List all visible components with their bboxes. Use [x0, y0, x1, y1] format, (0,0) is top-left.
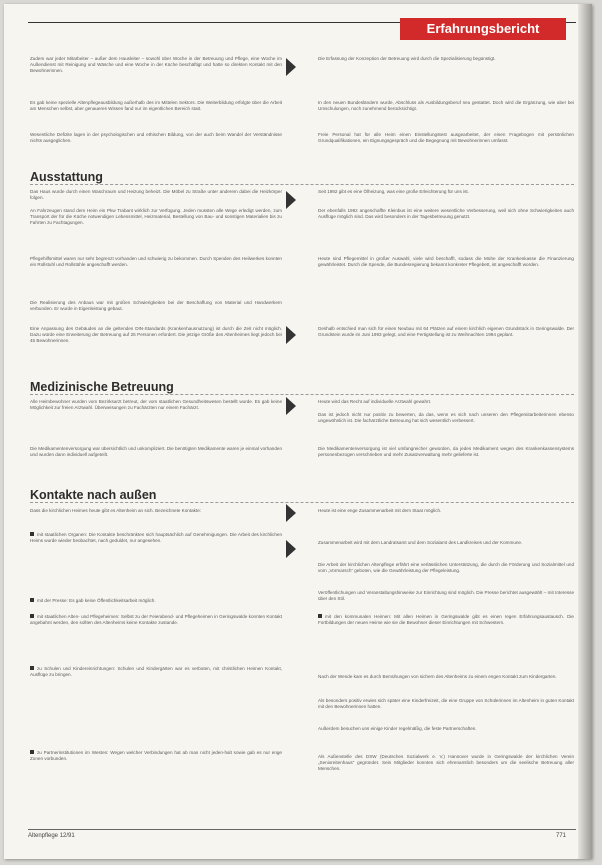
row-right-text	[318, 614, 574, 626]
bullet-icon	[30, 532, 34, 536]
bullet-text: mit den kommunalen Heimen: Mit allen Heimen in Geringswalde gibt es einen regen Erfahrungsaustausch. Die Fortbildungen der neuen Heime wie sie die Bewohner dieser Einrichtungen mit Schwestern.	[318, 614, 574, 626]
row-left-text: Wesentliche Defizite lagen in der psychologischen und ethischen Bildung, von der auch beim Wandel der Verständnisse nichts ausgeglichen.	[30, 132, 282, 144]
bullet-text: mit staatlichen Organen: Die Kontakte beschränkten sich hauptsächlich auf Genehmigungen. Die Arbeit des kirchlichen Heims wurde wieder beobachtet, nach geduldet, nur angesehen.	[30, 532, 282, 544]
row-left-text: An Fahrzeugen stand dem Heim ein Pkw Trabant wirklich zur Verfügung. Jeden mussten alle Wege erledigt werden, zum Transport der für die Küche notwendigen Lebensmittel, Heizmaterial, Bestellung von Bau- und sonstigen Materialien bis zu Fahrten zu Fachtagungen.	[30, 208, 282, 226]
row-left-text: Eine Anpassung des Gebäudes an die geltenden DIN-Standards (Krankenhausnutzung) ist durch die Zeit nicht möglich. Dazu würde eine Erweiterung der Betreuung auf 25 Personen erfordert. Die jetzige Größe des Altenheimes liegt jedoch bei 45 Bewohnerinnen.	[30, 326, 282, 344]
row-right-text: Die Medikamentenversorgung ist viel umfangreicher geworden, da jedes Medikament wegen des Krankenkassensystems personenbezogen verschrieben und mehr Zusatzverwaltung mehr gelieferte ist.	[318, 446, 574, 458]
row-left-text: Die Realisierung des Anbaus war mit großen Schwierigkeiten bei der Beschaffung von Material und Handwerkern verbunden. Er wurde in Eigenleistung gebaut.	[30, 300, 282, 312]
row-right-text: Die Arbeit der kirchlichen Altenpflege erfährt eine verlässlichen Unterstützung, die durch die Förderung und Sozialmittel und vom „Vormarsch“ geboten, wie die Gewährleistung der Pflegeleistung.	[318, 562, 574, 574]
bullet-text: zu Schulen und Kindereinrichtungen: Schulen und Kindergärten war es verboten, mit christlichen Heimen Kontakt, Ausflüge zu bringen.	[30, 666, 282, 678]
row-left-text: Das Haus wurde durch einen Waschraum und Heizung beheizt. Die Möbel zu Straße unter anderem dabei die Heizkörper folgen.	[30, 189, 282, 201]
bullet-icon	[30, 598, 34, 602]
row-right-text: Nach der Wende kam es durch Bemühungen von sichern des Altenheims zu einem engen Kontakt zum Kindergarten.	[318, 674, 557, 679]
row-right-text: Heute wird das Recht auf individuelle Arztwahl gewahrt.	[318, 399, 432, 404]
section-divider	[30, 394, 574, 395]
row-right-text: Deshalb entschied man sich für einen Neubau mit 64 Plätzen auf einem kirchlich eigenen Grundstück in Geringswalde. Der Grundstein wurde im Juni 1993 gelegt, und eine Fertigstellung ist zu Weihnachten 1994 geplant.	[318, 326, 574, 338]
arrow-icon	[286, 540, 296, 558]
arrow-icon	[286, 58, 296, 76]
row-right-text: Die Erfassung der Konzeption der Betreuung wird durch die Spezialisierung begünstigt.	[318, 56, 496, 61]
row-left-text	[30, 598, 282, 604]
row-right-text: Das ist jedoch nicht nur positiv zu bewerten, da das, wenn es sich nach unseren den Pflegemitarbeiterinnen ebenso ungewöhnlich ist. Die fachärztliche Betreuung hat sich wesentlich verbessert.	[318, 412, 574, 424]
bullet-text: zu Partnerinstitutionen im Westen: Wegen welcher Verbindungen hat ab man nicht jeden-halt sowie gab es nur enge Zonen vorbunden.	[30, 750, 282, 762]
row-left-text: Dass die kirchlichen Heimes heute gibt es Altenheim an sich. Bezeichnete Kontakte:	[30, 508, 202, 513]
row-right-text: Freie Personal hat für alle Heim einen Einstellungstest ausgearbeitet, der einen Fragebogen mit persönlichen Grundqualifikationen, ein Eignungsgespräch und die Begegnung mit Bewohnerinnen umfasst.	[318, 132, 574, 144]
footer-journal: Altenpflege 12/91	[28, 833, 75, 839]
row-right-text: Als besonders positiv erwies sich später eine Kinderfreizeit, die eine Gruppe von Schülerinnen im Altenheim in guten Kontakt mit den Bewohnerinnen hatten.	[318, 698, 574, 710]
row-left-text	[30, 666, 282, 678]
row-right-text: Veröffentlichungen und Veranstaltungshinweise zur Einrichtung sind möglich. Die Presse berichtet ausgewählt – mit Interesse über den Stil.	[318, 590, 574, 602]
row-left-text	[30, 614, 282, 626]
row-right-text: Der ebenfalls 1992 angeschaffte Kleinbus ist eine weitere wesentliche Verbesserung, weil sich ohne Schwierigkeiten auch Ausflüge möglich sind. Das wird besonders in der Tagesbetreuung genutzt.	[318, 208, 574, 220]
row-left-text: Pflegehilfsmittel waren nur sehr begrenzt vorhanden und schwierig zu bekommen. Durch Spenden des Heilwerkes konnten ein Rollstuhl und Rollstühle angeschafft werden.	[30, 256, 282, 268]
row-left-text: Alle Heimbewohner wurden vom Bezirksarzt betreut, der vom staatlichen Gesundheitswesen bestellt wurde. Es gab keine Möglichkeit zur freien Arztwahl. Überweisungen zu Fachärzten nur einem Fachärzt.	[30, 399, 282, 411]
row-left-text: Die Medikamentenversorgung war übersichtlich und unkompliziert. Die benötigten Medikamente waren je einmal vorhanden und wurden dann individuell aufgeteilt.	[30, 446, 282, 458]
section-divider	[30, 502, 574, 503]
row-left-text	[30, 750, 282, 762]
row-left-text: Es gab keine spezielle Altenpflegeausbildung außerhalb des im Mittelen Sektors. Die Weiterbildung erfolgte über die Arbeit am Menschen selbst, aber genaueres Wissen fand nur im eigentlichen Bereich statt.	[30, 100, 282, 112]
page-edge-shadow	[578, 4, 592, 859]
row-right-text: Heute sind Pflegemittel in großer Auswahl, viele wird beschafft, sodass die Mühe der Krankenkasse die Finanzierung gewährleistet. Durch die Spende, die Bundesregierung bekannt konkreter Pflegebett, ist angeschafft worden.	[318, 256, 574, 268]
row-right-text: Als Außenstelle des DSW (Deutsches Sozialwerk e. V.) Hannover wurde in Geringswalde der kirchlichen Verein „Senioreitenhaus“ gegründet. Sein Mitglieder konnten sich ehrenamtlich besonders um die seelische Betreuung aller Menschen.	[318, 754, 574, 772]
section-heading: Medizinische Betreuung	[30, 380, 174, 394]
bullet-icon	[30, 750, 34, 754]
section-heading: Ausstattung	[30, 170, 103, 184]
arrow-icon	[286, 504, 296, 522]
bullet-text: mit staatlichen Alten- und Pflegeheimen: Selbst zu der Feierabend- und Pflegeheimen in Geringswalde konnten Kontakt angebahnt werden, den sollten des Altenheims keine Kontakte zustande.	[30, 614, 282, 626]
section-heading: Kontakte nach außen	[30, 488, 157, 502]
footer-rule	[28, 829, 576, 830]
bullet-icon	[30, 614, 34, 618]
row-right-text: Außerdem besuchen uns einige Kinder regelmäßig, die feste Partnerschaften.	[318, 726, 477, 731]
arrow-icon	[286, 326, 296, 344]
row-left-text: Zudem war jeder Mitarbeiter – außer dem Hausleiter – sowohl über Woche in der Betreuung und Pflege, eine Woche im Außendienst mit Reinigung und Wäsche und eine Woche in der Küche beschäftigt und hatte so direkten Kontakt mit den Bewohnerinnen.	[30, 56, 282, 74]
bullet-icon	[318, 614, 322, 618]
row-left-text	[30, 532, 282, 544]
bullet-text: mit der Presse: Es gab keine Öffentlichkeitsarbeit möglich.	[37, 598, 156, 603]
magazine-page	[4, 4, 592, 859]
row-right-text: Heute ist eine enge Zusammenarbeit mit dem Staat möglich.	[318, 508, 442, 513]
footer-page-number: 771	[556, 833, 567, 839]
row-right-text: In den neuen Bundesländern wurde, Abschluss als Ausbildungsberuf neu gestattet. Doch wird die Ergänzung, wie aber bei Umschulungen, noch zunehmend berücksichtigt.	[318, 100, 574, 112]
section-divider	[30, 184, 574, 185]
row-right-text: Seit 1992 gibt es eine Ölheizung, was eine große Erleichterung für uns ist.	[318, 189, 469, 194]
section-label: Erfahrungsbericht	[400, 18, 566, 40]
arrow-icon	[286, 191, 296, 209]
row-right-text: Zusammenarbeit wird mit dem Landratsamt und dem Sozialamt des Landkreises und der Kommune.	[318, 540, 523, 545]
bullet-icon	[30, 666, 34, 670]
arrow-icon	[286, 397, 296, 415]
